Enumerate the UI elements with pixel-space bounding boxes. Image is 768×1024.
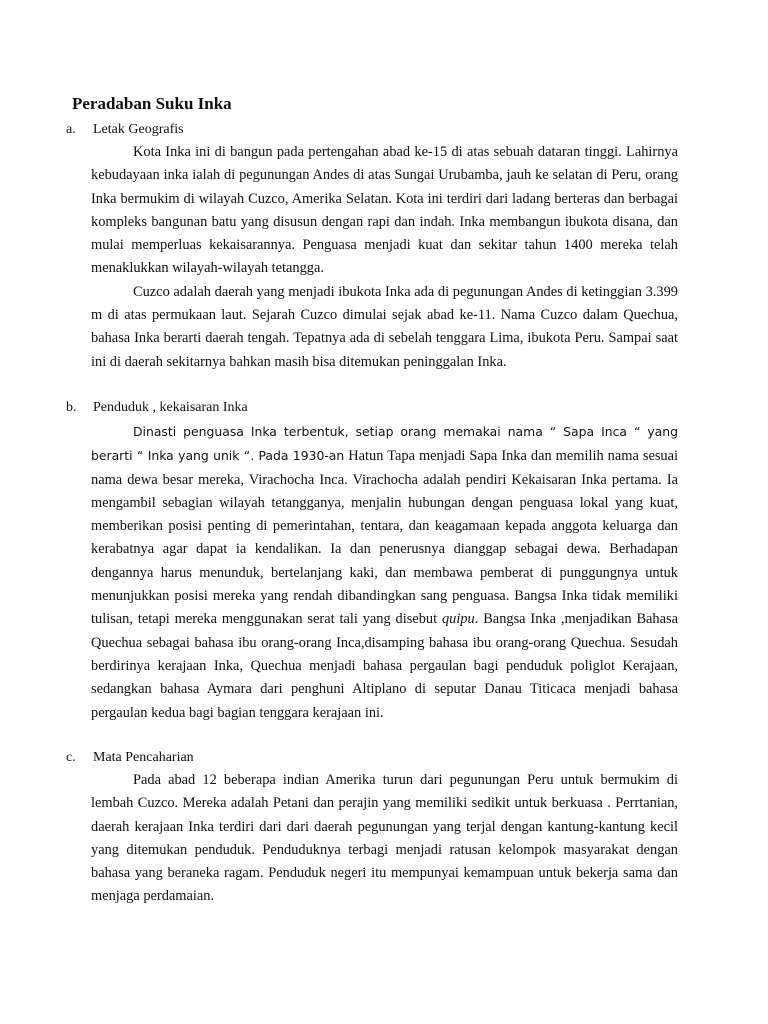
section-c-heading	[66, 750, 194, 766]
section-b-paragraph-1	[91, 420, 678, 725]
section-c-title: Mata Pencaharian	[93, 750, 194, 765]
section-b-tail-text: . Bangsa Inka ,menjadikan Bahasa Quechua sebagai bahasa ibu orang-orang Inca,disamping bahasa ibu orang-orang Quechua. Sesudah berdirinya kerajaan Inka, Quechua menjadi bahasa pergaulan bagi penduduk poliglot Kerajaan, sedangkan bahasa Aymara dari penghuni Altiplano di seputar Danau Titicaca menjadi bahasa pergaulan kedua bagi bagian tenggara kerajaan ini.	[91, 611, 679, 721]
section-b-title: Penduduk , kekaisaran Inka	[93, 400, 248, 415]
document-title: Peradaban Suku Inka	[72, 94, 232, 113]
section-a-body	[91, 141, 678, 374]
section-c-label: c.	[66, 750, 76, 765]
section-b-italic-term: quipu	[441, 611, 475, 628]
section-b-label: b.	[66, 400, 77, 415]
section-a-heading	[66, 122, 184, 138]
section-b-serif-text: Hatun Tapa menjadi Sapa Inka dan memilih nama sesuai nama dewa besar mereka, Virachocha Inca. Virachocha adalah pendiri Kekaisaran Inka pertama. Ia mengambil sebagian wilayah tetangganya, menjalin hubungan dengan penguasa lokal yang kuat, memberikan posisi penting di pemerintahan, tentara, dan keagamaan kepada anggota keluarga dan kerabatnya agar dapat ia kendalikan. Ia dan penerusnya dianggap sebagai dewa. Berhadapan dengannya harus menunduk, bertelanjang kaki, dan membawa pemberat di punggungnya untuk menunjukkan posisi mereka yang rendah dibandingkan sang penguasa. Bangsa Inka tidak memiliki tulisan, tetapi mereka menggunakan serat tali yang disebut	[91, 448, 679, 628]
section-b-heading	[66, 400, 248, 416]
section-c-paragraph-1: Pada abad 12 beberapa indian Amerika turun dari pegunungan Peru untuk bermukim di lembah Cuzco. Mereka adalah Petani dan perajin yang memiliki sedikit untuk berkuasa . Perrtanian, daerah kerajaan Inka terdiri dari dari daerah pegunungan yang terjal dengan kantung-kantung kecil yang ditemukan penduduk. Penduduknya terbagi menjadi ratusan kelompok masyarakat dengan bahasa yang beraneka ragam. Penduduk negeri itu mempunyai kemampuan untuk bekerja sama dan menjaga perdamaian.	[91, 772, 678, 905]
section-a-label: a.	[66, 122, 76, 137]
section-a-paragraph-1: Kota Inka ini di bangun pada pertengahan abad ke-15 di atas sebuah dataran tinggi. Lahirnya kebudayaan inka ialah di pegunungan Andes di atas Sungai Urubamba, jauh ke selatan di Peru, orang Inka bermukim di wilayah Cuzco, Amerika Selatan. Kota ini terdiri dari ladang berteras dan berbagai kompleks bangunan batu yang disusun dengan rapi dan indah. Inka membangun ibukota disana, dan mulai memperluas kekaisarannya. Penguasa menjadi kuat dan sekitar tahun 1400 mereka telah menaklukkan wilayah-wilayah tetangga.	[91, 144, 678, 277]
section-b-body	[91, 420, 678, 725]
section-a-paragraph-2: Cuzco adalah daerah yang menjadi ibukota Inka ada di pegunungan Andes di ketinggian 3.399 m di atas permukaan laut. Sejarah Cuzco dimulai sejak abad ke-11. Nama Cuzco dalam Quechua, bahasa Inka berarti daerah tengah. Tepatnya ada di sebelah tenggara Lima, ibukota Peru. Sampai saat ini di daerah sekitarnya bahkan masih bisa ditemukan peninggalan Inka.	[91, 283, 678, 370]
section-c-body	[91, 769, 678, 909]
section-b-sans-text: Dinasti penguasa Inka terbentuk, setiap orang memakai nama “ Sapa Inca “ yang berarti “ Inka yang unik “. Pada 1930-an	[91, 424, 678, 464]
section-a-title: Letak Geografis	[93, 122, 184, 137]
